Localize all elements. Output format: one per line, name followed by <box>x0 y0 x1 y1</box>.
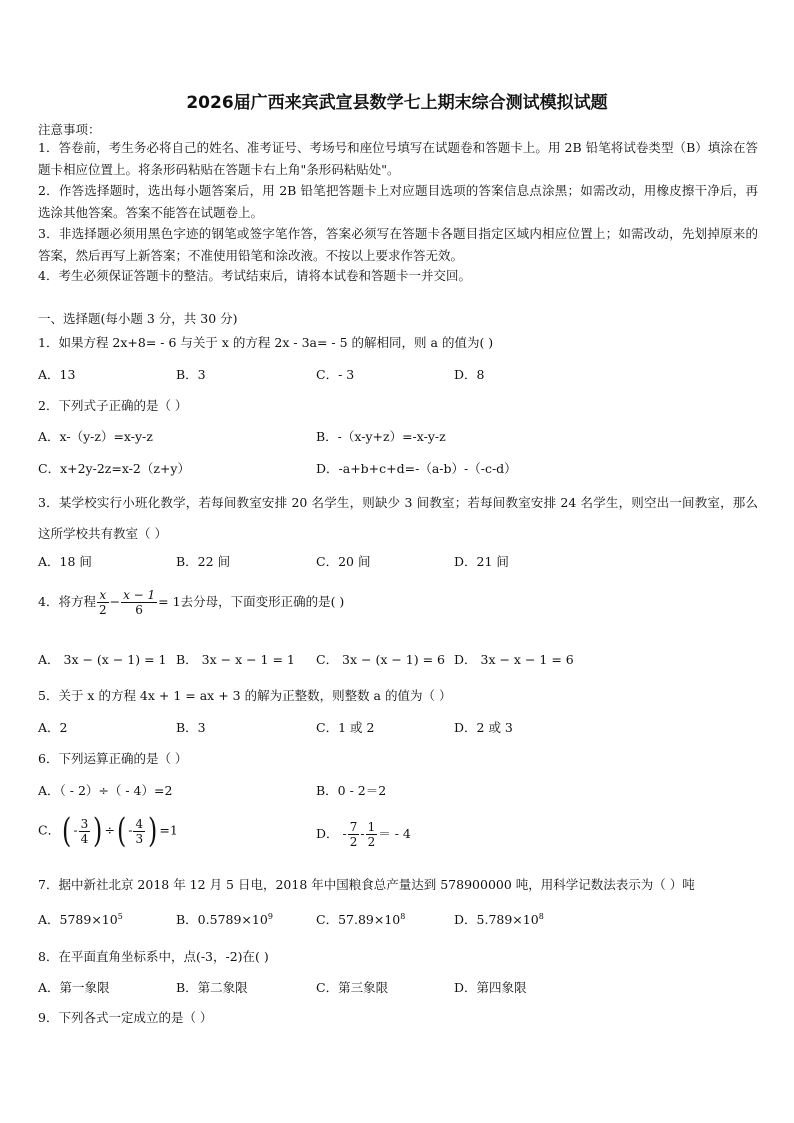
question-6-stem: 6．下列运算正确的是（ ） <box>38 751 188 766</box>
q5-option-d: D．2 或 3 <box>454 720 513 735</box>
q6c-left-paren: ( <box>62 811 72 851</box>
q6d-label: D． <box>316 826 339 841</box>
q7-option-d <box>454 910 544 928</box>
q4-fraction-2 <box>121 588 157 617</box>
q4-fraction-2-num: x − 1 <box>123 588 156 602</box>
q2-option-d: D．-a+b+c+d=-（a-b）-（-c-d） <box>316 461 517 476</box>
q8-option-c: C．第三象限 <box>316 980 389 995</box>
q1-option-a: A．13 <box>38 367 76 382</box>
q7a-exp: 5 <box>117 911 123 921</box>
q7d-base: D．5.789×10 <box>454 912 539 927</box>
q6-option-c <box>38 811 178 851</box>
q6d-fraction-1-num: 7 <box>349 820 358 834</box>
notice-item-1: 1．答卷前，考生务必将自己的姓名、准考证号、考场号和座位号填写在试题卷和答题卡上。用 2B 铅笔将试卷类型（B）填涂在答题卡相应位置上。将条形码粘贴在答题卡右上角"条形码粘贴处"。 <box>38 140 758 177</box>
q7c-base: C．57.89×10 <box>316 912 401 927</box>
q6d-fraction-2 <box>366 820 378 849</box>
q7c-exp: 8 <box>400 911 406 921</box>
q7-option-a <box>38 910 123 928</box>
q5-option-c: C．1 或 2 <box>316 720 375 735</box>
q1-option-d: D．8 <box>454 367 485 382</box>
q6d-fraction-2-den: 2 <box>367 835 376 849</box>
q6c-fraction-1-num: 3 <box>80 816 89 831</box>
q7-option-c <box>316 910 405 928</box>
q4-prefix: 4．将方程 <box>38 594 96 609</box>
q3-option-b: B．22 间 <box>176 554 231 569</box>
q5-option-a: A．2 <box>38 720 68 735</box>
q6c-fraction-1 <box>79 817 91 846</box>
q4-option-d: D． 3x − x − 1 = 6 <box>454 652 574 667</box>
notice-item-4: 4．考生必须保证答题卡的整洁。考试结束后，请将本试卷和答题卡一并交回。 <box>38 268 471 283</box>
q6d-fraction-1-den: 2 <box>349 835 358 849</box>
question-4-stem <box>38 588 344 617</box>
q8-option-a: A．第一象限 <box>38 980 110 995</box>
q7b-exp: 9 <box>267 911 273 921</box>
q6c-tail: =1 <box>159 822 178 838</box>
q6d-fraction-2-num: 1 <box>367 820 376 834</box>
notice-item-2: 2．作答选择题时，选出每小题答案后，用 2B 铅笔把答题卡上对应题目选项的答案信息点涂黑；如需改动，用橡皮擦干净后，再选涂其他答案。答案不能答在试题卷上。 <box>38 183 758 220</box>
q2-option-a: A．x-（y-z）=x-y-z <box>38 429 153 444</box>
notice-item-3: 3．非选择题必须用黑色字迹的钢笔或签字笔作答，答案必须写在答题卡各题目指定区域内相应位置上；如需改动，先划掉原来的答案，然后再写上新答案；不准使用铅笔和涂改液。不按以上要求作答无效。 <box>38 226 758 263</box>
q7b-base: B．0.5789×10 <box>176 912 268 927</box>
q4-fraction-1 <box>97 588 109 617</box>
question-3-stem: 3．某学校实行小班化教学，若每间教室安排 20 名学生，则缺少 3 间教室；若每间教室安排 24 名学生，则空出一间教室，那么这所学校共有教室（ ） <box>38 495 758 541</box>
q6c-fraction-2 <box>133 817 145 846</box>
q4-fraction-1-den: 2 <box>98 603 107 617</box>
q8-option-b: B．第二象限 <box>176 980 248 995</box>
q6d-tail: ＝ - 4 <box>378 826 411 841</box>
q4-suffix: = 1去分母，下面变形正确的是( ) <box>158 594 345 609</box>
q6c-fraction-1-den: 4 <box>80 831 89 846</box>
q3-option-a: A．18 间 <box>38 554 92 569</box>
q6c-label: C． <box>38 822 61 838</box>
q6c-left-paren-2: ( <box>116 811 127 851</box>
q6c-neg-2: - <box>128 822 133 838</box>
q4-option-b: B． 3x − x − 1 = 1 <box>176 652 295 667</box>
q3-option-c: C．20 间 <box>316 554 371 569</box>
q1-option-c: C．- 3 <box>316 367 355 382</box>
question-8-stem: 8．在平面直角坐标系中，点(-3，-2)在( ) <box>38 949 269 964</box>
q4-option-a: A． 3x − (x − 1) = 1 <box>38 652 167 667</box>
question-1-stem: 1．如果方程 2x+8= - 6 与关于 x 的方程 2x - 3a= - 5 的解相同，则 a 的值为( ) <box>38 335 494 350</box>
q6c-right-paren-2: ) <box>148 811 158 851</box>
q4-fraction-1-num: x <box>97 588 109 603</box>
q2-option-c: C．x+2y-2z=x-2（z+y） <box>38 461 190 476</box>
q6c-fraction-2-num: 4 <box>135 816 144 831</box>
q6-option-b: B．0 - 2＝2 <box>316 783 387 798</box>
notice-heading: 注意事项： <box>38 122 101 137</box>
question-9-stem: 9．下列各式一定成立的是（ ） <box>38 1010 213 1025</box>
q8-option-d: D．第四象限 <box>454 980 527 995</box>
q3-option-d: D．21 间 <box>454 554 509 569</box>
q4-fraction-2-den: 6 <box>135 603 143 617</box>
q6d-neg: - <box>342 826 347 841</box>
q6c-div: ÷ <box>104 822 115 838</box>
section-heading: 一、选择题(每小题 3 分，共 30 分) <box>38 311 238 326</box>
q6d-fraction-1 <box>348 820 360 849</box>
q7d-exp: 8 <box>538 911 544 921</box>
q6c-right-paren: ) <box>93 811 103 851</box>
q6-option-d <box>316 820 411 849</box>
question-2-stem: 2．下列式子正确的是（ ） <box>38 398 188 413</box>
q7-option-b <box>176 910 273 928</box>
q6-option-a: A．（ - 2）÷（ - 4）=2 <box>38 783 173 798</box>
question-5-stem: 5．关于 x 的方程 4x + 1 = ax + 3 的解为正整数，则整数 a 的值为（ ） <box>38 688 452 703</box>
q6d-minus: - <box>360 826 365 841</box>
page-title: 2026届广西来宾武宣县数学七上期末综合测试模拟试题 <box>186 93 608 113</box>
q1-option-b: B．3 <box>176 367 206 382</box>
q2-option-b: B．-（x-y+z）=-x-y-z <box>316 429 446 444</box>
q4-minus: − <box>109 594 121 609</box>
question-7-stem: 7．据中新社北京 2018 年 12 月 5 日电，2018 年中国粮食总产量达到 578900000 吨，用科学记数法表示为（ ）吨 <box>38 877 695 892</box>
q4-option-c: C． 3x − (x − 1) = 6 <box>316 652 446 667</box>
q6c-fraction-2-den: 3 <box>135 831 144 846</box>
q5-option-b: B．3 <box>176 720 206 735</box>
q7a-base: A．5789×10 <box>38 912 118 927</box>
q6c-neg-1: - <box>73 822 78 838</box>
